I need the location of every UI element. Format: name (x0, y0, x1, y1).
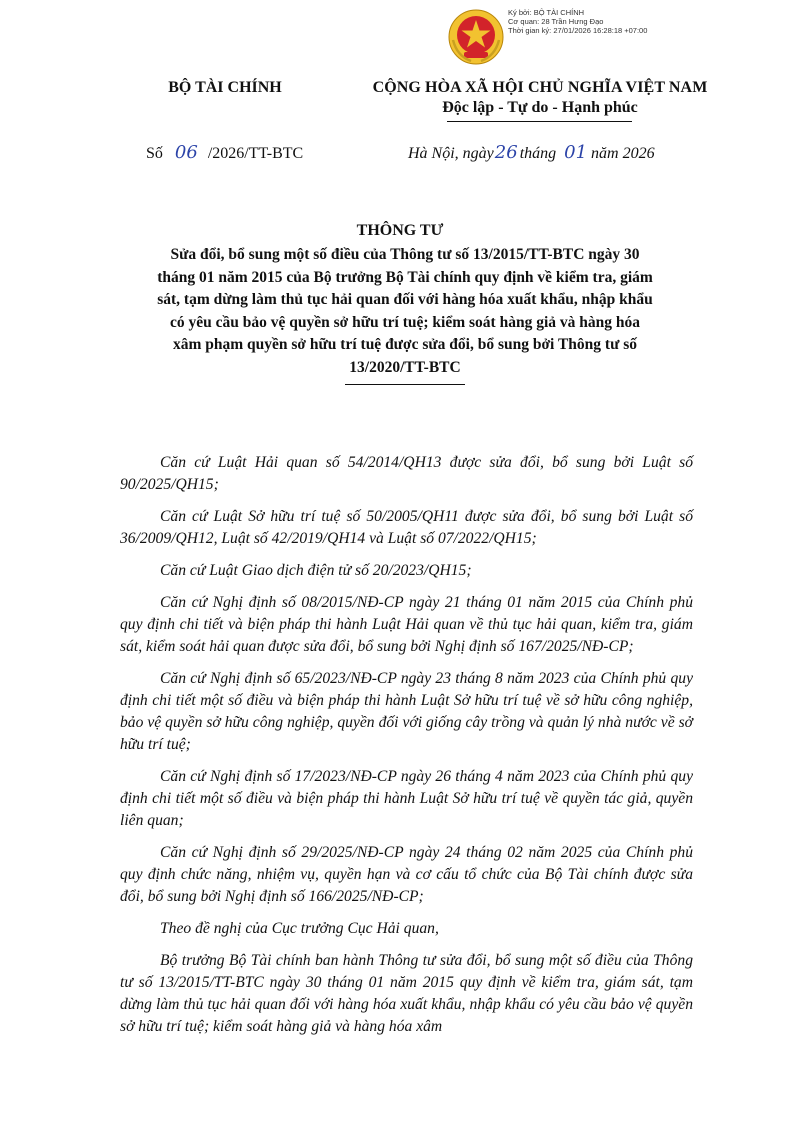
subject-line: sát, tạm dừng làm thủ tục hải quan đối với hàng hóa xuất khẩu, nhập khẩu (157, 291, 653, 308)
doc-number-prefix: Số (146, 145, 163, 162)
document-number (146, 142, 303, 163)
doc-number-handwritten: 06 (174, 142, 198, 163)
date-month-label: tháng (519, 145, 557, 162)
legal-basis-customs-law: Căn cứ Luật Hải quan số 54/2014/QH13 được sửa đổi, bổ sung bởi Luật số 90/2025/QH15; (120, 454, 693, 493)
document-body (120, 452, 693, 1048)
motto-underline (447, 121, 632, 122)
signature-time: Thời gian ký: 27/01/2026 16:28:18 +07:00 (508, 26, 648, 35)
national-name: CỘNG HÒA XÃ HỘI CHỦ NGHĨA VIỆT NAM (372, 79, 708, 96)
national-emblem-icon (447, 8, 505, 66)
national-motto: Độc lập - Tự do - Hạnh phúc (442, 99, 638, 116)
issue-date (408, 142, 655, 163)
issuing-agency: BỘ TÀI CHÍNH (168, 79, 282, 96)
legal-basis-decree-65: Căn cứ Nghị định số 65/2023/NĐ-CP ngày 23 tháng 8 năm 2023 của Chính phủ quy định chi tiết một số điều và biện pháp thi hành Luật Sở hữu trí tuệ về sở hữu công nghiệp, bảo vệ quyền sở hữu công nghiệp, quyền đối với giống cây trồng và quản lý nhà nước về sở hữu trí tuệ; (120, 670, 693, 753)
date-month-handwritten: 01 (564, 142, 588, 163)
date-year: năm 2026 (591, 145, 655, 162)
doc-number-suffix: /2026/TT-BTC (207, 145, 304, 162)
legal-basis-e-transactions-law: Căn cứ Luật Giao dịch điện tử số 20/2023/QH15; (160, 562, 472, 579)
date-day-handwritten: 26 (494, 142, 518, 163)
document-type: THÔNG TƯ (356, 222, 444, 239)
signature-agency: Cơ quan: 28 Trần Hưng Đạo (508, 17, 604, 26)
date-place: Hà Nội, ngày (408, 145, 494, 162)
subject-underline (345, 384, 465, 385)
proposal-statement: Theo đề nghị của Cục trưởng Cục Hải quan, (160, 920, 439, 937)
issuance-statement: Bộ trưởng Bộ Tài chính ban hành Thông tư sửa đổi, bổ sung một số điều của Thông tư số 13/2015/TT-BTC ngày 30 tháng 01 năm 2015 quy định về kiểm tra, giám sát, tạm dừng làm thủ tục hải quan đối với hàng hóa xuất khẩu, nhập khẩu có yêu cầu bảo vệ quyền sở hữu trí tuệ; kiểm soát hàng giả và hàng hóa xâm (120, 952, 693, 1035)
digital-signature-block (508, 8, 758, 35)
subject-line: 13/2020/TT-BTC (349, 358, 461, 376)
subject-line: xâm phạm quyền sở hữu trí tuệ được sửa đổi, bổ sung bởi Thông tư số (172, 336, 638, 353)
document-subject (135, 244, 675, 379)
signature-signer: Ký bởi: BỘ TÀI CHÍNH (508, 8, 585, 17)
subject-line: Sửa đổi, bổ sung một số điều của Thông tư số 13/2015/TT-BTC ngày 30 (170, 246, 640, 263)
legal-basis-ip-law: Căn cứ Luật Sở hữu trí tuệ số 50/2005/QH11 được sửa đổi, bổ sung bởi Luật số 36/2009/QH12, Luật số 42/2019/QH14 và Luật số 07/2022/QH15; (120, 508, 693, 547)
legal-basis-decree-29: Căn cứ Nghị định số 29/2025/NĐ-CP ngày 24 tháng 02 năm 2025 của Chính phủ quy định chức năng, nhiệm vụ, quyền hạn và cơ cấu tổ chức của Bộ Tài chính được sửa đổi, bổ sung bởi Nghị định số 166/2025/NĐ-CP; (120, 844, 693, 905)
legal-basis-decree-17: Căn cứ Nghị định số 17/2023/NĐ-CP ngày 26 tháng 4 năm 2023 của Chính phủ quy định chi tiết một số điều và biện pháp thi hành Luật Sở hữu trí tuệ về quyền tác giả, quyền liên quan; (120, 768, 693, 829)
subject-line: tháng 01 năm 2015 của Bộ trưởng Bộ Tài chính quy định về kiểm tra, giám (157, 268, 653, 286)
subject-line: có yêu cầu bảo vệ quyền sở hữu trí tuệ; kiểm soát hàng giả và hàng hóa (169, 313, 641, 331)
legal-basis-decree-08: Căn cứ Nghị định số 08/2015/NĐ-CP ngày 21 tháng 01 năm 2015 của Chính phủ quy định chi tiết và biện pháp thi hành Luật Hải quan về thủ tục hải quan, kiểm tra, giám sát, kiểm soát hải quan được sửa đổi, bổ sung bởi Nghị định số 167/2025/NĐ-CP; (120, 594, 693, 655)
